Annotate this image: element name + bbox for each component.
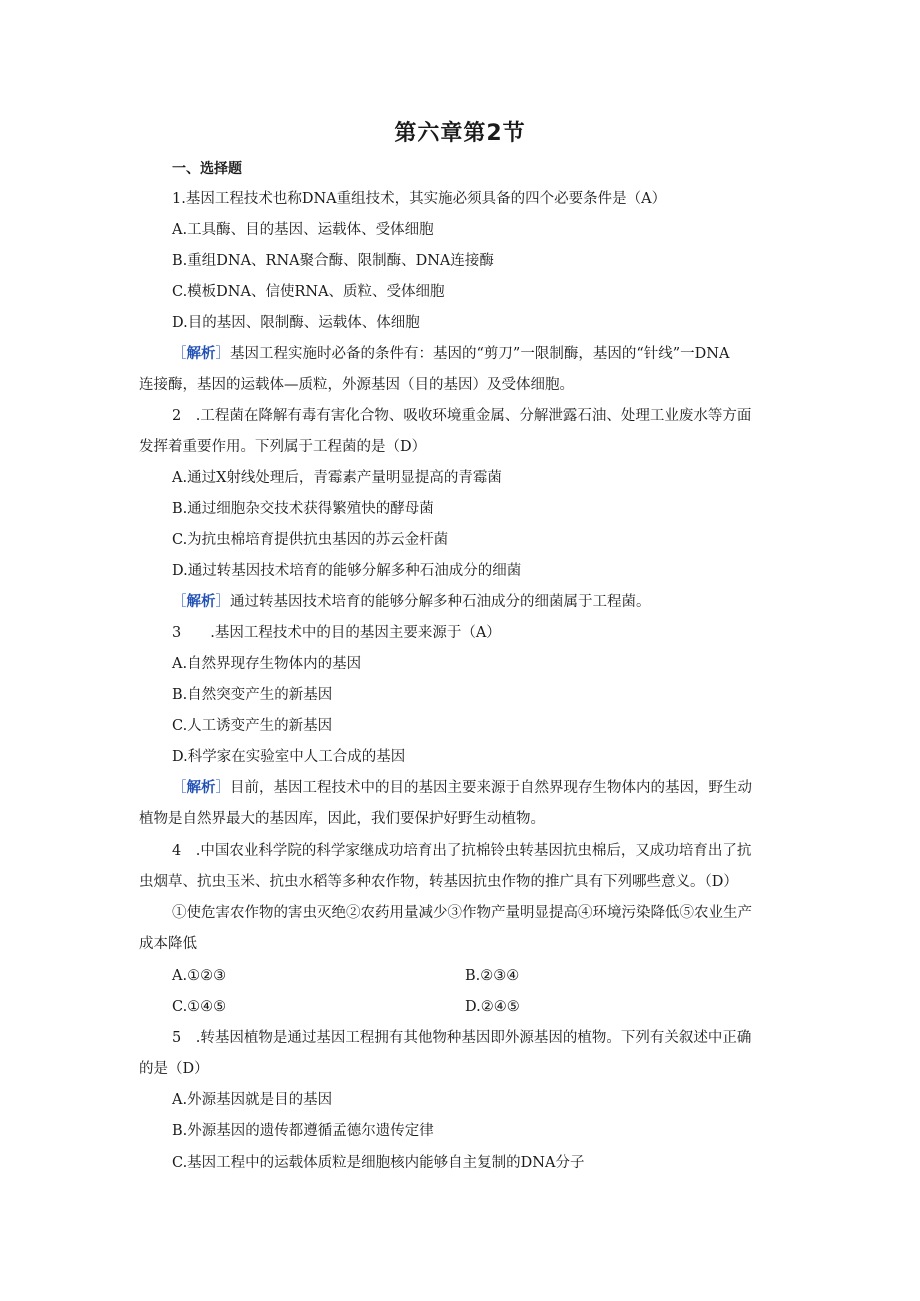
q3-explanation-text: 目前，基因工程技术中的目的基因主要来源于自然界现存生物体内的基因，野生动 <box>230 780 752 796</box>
q4-option-c: C.①④⑤ <box>172 999 227 1015</box>
q2-explanation-text: 通过转基因技术培育的能够分解多种石油成分的细菌属于工程菌。 <box>230 594 651 610</box>
q4-items: ①使危害农作物的害虫灭绝②农药用量减少③作物产量明显提高④环境污染降低⑤农业生产 <box>172 905 752 921</box>
q3-option-a: A.自然界现存生物体内的基因 <box>172 656 362 672</box>
explain-bracket-close: ］ <box>215 780 230 796</box>
q2-stem-cont: 发挥着重要作用。下列属于工程菌的是（D） <box>139 439 427 455</box>
section-heading: 一、选择题 <box>172 161 242 177</box>
q5-option-a: A.外源基因就是目的基因 <box>172 1092 333 1108</box>
explain-bracket-open: ［ <box>172 594 187 610</box>
q3-explanation-cont: 植物是自然界最大的基因库，因此，我们要保护好野生动植物。 <box>139 811 545 827</box>
q1-option-a: A.工具酶、目的基因、运载体、受体细胞 <box>172 222 434 238</box>
q3-option-b: B.自然突变产生的新基因 <box>172 687 333 703</box>
q4-option-a: A.①②③ <box>172 968 227 984</box>
q3-option-c: C.人工诱变产生的新基因 <box>172 718 333 734</box>
q2-option-d: D.通过转基因技术培育的能够分解多种石油成分的细菌 <box>172 563 522 579</box>
q1-explanation-cont: 连接酶，基因的运载体—质粒，外源基因（目的基因）及受体细胞。 <box>139 377 574 393</box>
page-title: 第六章第2节 <box>394 121 526 146</box>
explain-tag: 解析 <box>186 593 216 610</box>
q5-stem: 5 .转基因植物是通过基因工程拥有其他物种基因即外源基因的植物。下列有关叙述中正确 <box>172 1030 752 1046</box>
q1-option-d: D.目的基因、限制酶、运载体、体细胞 <box>172 315 420 331</box>
q2-explanation <box>172 592 651 612</box>
q3-option-d: D.科学家在实验室中人工合成的基因 <box>172 749 406 765</box>
q1-stem: 1.基因工程技术也称DNA重组技术，其实施必须具备的四个必要条件是（A） <box>172 191 667 207</box>
q4-option-b: B.②③④ <box>465 968 520 984</box>
q3-stem: 3 .基因工程技术中的目的基因主要来源于（A） <box>172 625 501 641</box>
q4-option-d: D.②④⑤ <box>465 999 520 1015</box>
q2-option-c: C.为抗虫棉培育提供抗虫基因的苏云金杆菌 <box>172 532 449 548</box>
q5-stem-cont: 的是（D） <box>139 1061 209 1077</box>
explain-bracket-open: ［ <box>172 780 187 796</box>
q2-option-b: B.通过细胞杂交技术获得繁殖快的酵母菌 <box>172 501 434 517</box>
q1-option-c: C.模板DNA、信使RNA、质粒、受体细胞 <box>172 284 445 300</box>
q1-explanation-text: 基因工程实施时必备的条件有：基因的“剪刀”一限制酶，基因的“针线”一DNA <box>230 346 730 362</box>
explain-tag: 解析 <box>186 345 216 362</box>
q1-option-b: B.重组DNA、RNA聚合酶、限制酶、DNA连接酶 <box>172 253 494 269</box>
q1-explanation <box>172 344 729 364</box>
explain-bracket-close: ］ <box>215 594 230 610</box>
q2-option-a: A.通过X射线处理后，青霉素产量明显提高的青霉菌 <box>172 470 502 486</box>
q4-stem: 4 .中国农业科学院的科学家继成功培育出了抗棉铃虫转基因抗虫棉后，又成功培育出了抗 <box>172 843 752 859</box>
q3-explanation <box>172 778 752 798</box>
explain-tag: 解析 <box>186 779 216 796</box>
explain-bracket-open: ［ <box>172 346 187 362</box>
q2-stem: 2 .工程菌在降解有毒有害化合物、吸收环境重金属、分解泄露石油、处理工业废水等方面 <box>172 408 752 424</box>
q5-option-c: C.基因工程中的运载体质粒是细胞核内能够自主复制的DNA分子 <box>172 1155 585 1171</box>
q5-option-b: B.外源基因的遗传都遵循孟德尔遗传定律 <box>172 1123 434 1139</box>
q4-stem-cont: 虫烟草、抗虫玉米、抗虫水稻等多种农作物，转基因抗虫作物的推广具有下列哪些意义。（D） <box>139 874 738 890</box>
q4-items-cont: 成本降低 <box>139 936 197 952</box>
explain-bracket-close: ］ <box>215 346 230 362</box>
